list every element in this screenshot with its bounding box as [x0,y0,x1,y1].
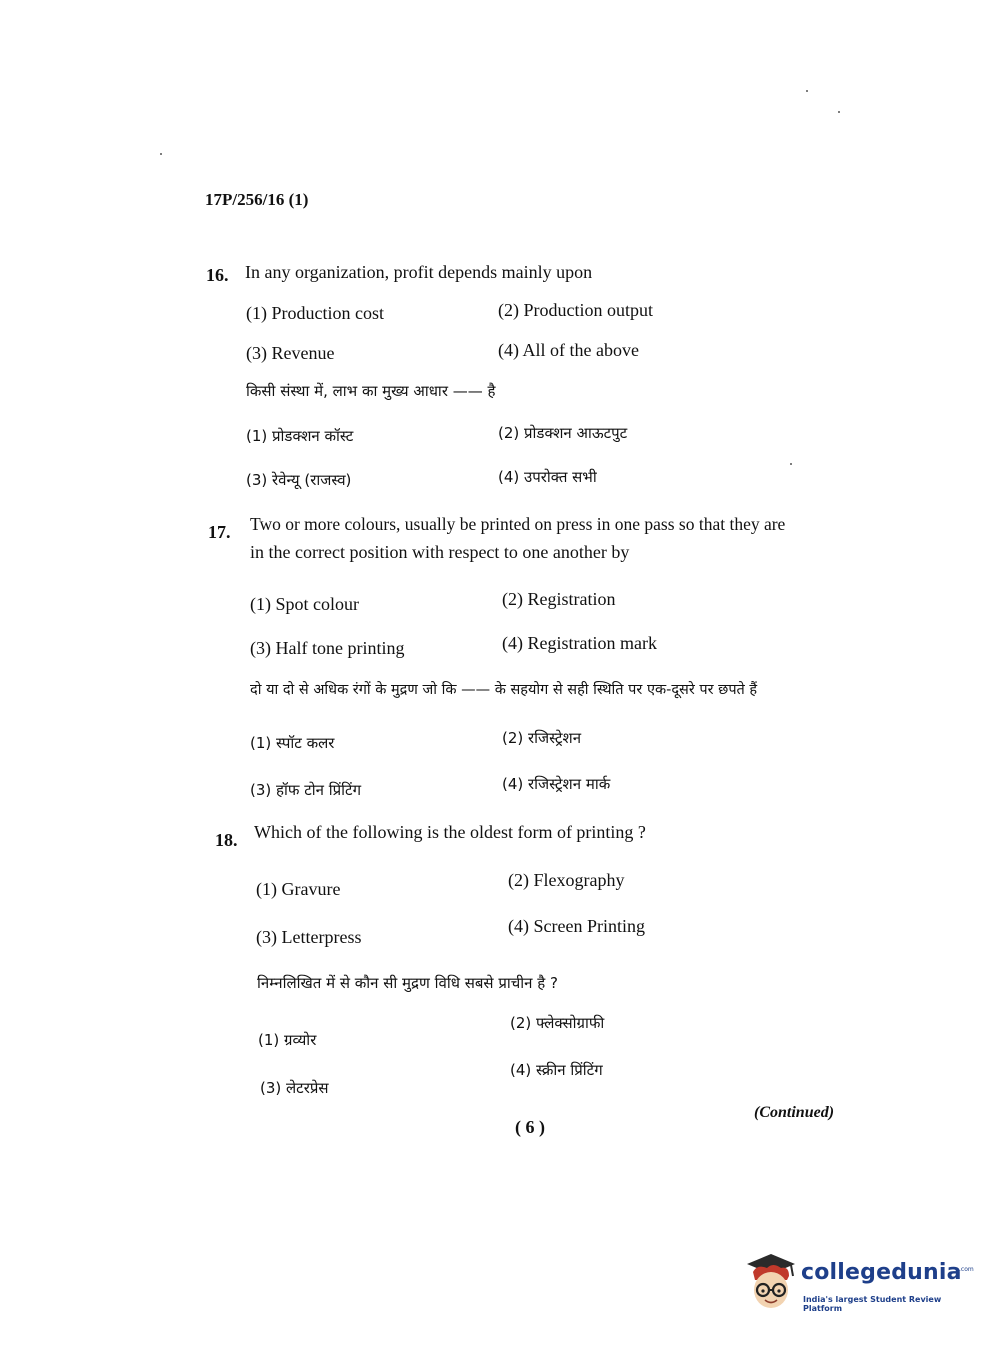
question-text-hi: निम्नलिखित में से कौन सी मुद्रण विधि सबसे प्राचीन है ? [257,974,558,992]
question-number: 17. [208,522,231,542]
scan-speck [160,153,162,155]
question-text-en: Two or more colours, usually be printed on press in one pass so that they are [250,514,786,534]
option-en: (3) Half tone printing [250,638,405,658]
option-en: (4) Registration mark [502,633,657,653]
option-en: (4) Screen Printing [508,916,645,936]
option-en: (4) All of the above [498,340,639,360]
option-en: (1) Gravure [256,879,341,899]
option-hi: (3) लेटरप्रेस [260,1079,329,1097]
option-hi: (2) फ्लेक्सोग्राफी [510,1014,605,1032]
option-hi: (4) रजिस्ट्रेशन मार्क [502,775,611,793]
page-number: ( 6 ) [515,1117,545,1137]
option-hi: (2) रजिस्ट्रेशन [502,729,582,747]
collegedunia-watermark [743,1250,973,1316]
question-text-en: In any organization, profit depends mainly upon [245,262,593,282]
collegedunia-logo-icon [743,1250,801,1316]
scan-speck [790,463,792,465]
option-en: (1) Production cost [246,303,384,323]
option-hi: (1) ग्रव्योर [258,1031,317,1049]
option-hi: (1) प्रोडक्शन कॉस्ट [246,427,354,445]
question-number: 16. [206,265,229,285]
scan-speck [806,90,808,92]
question-text-hi: किसी संस्था में, लाभ का मुख्य आधार —— है [246,382,496,400]
option-hi: (4) उपरोक्त सभी [498,468,597,486]
brand-domain: .com [959,1266,974,1273]
option-hi: (3) रेवेन्यू (राजस्व) [246,471,352,489]
option-en: (3) Letterpress [256,927,362,947]
question-text-en: in the correct position with respect to one another by [250,542,630,562]
option-en: (1) Spot colour [250,594,359,614]
paper-code: 17P/256/16 (1) [205,190,309,209]
question-number: 18. [215,830,238,850]
question-text-hi: दो या दो से अधिक रंगों के मुद्रण जो कि —— के सहयोग से सही स्थिति पर एक-दूसरे पर छपते हैं [250,682,758,698]
brand-tagline: India's largest Student Review Platform [803,1295,942,1313]
option-en: (2) Registration [502,589,616,609]
brand-name: collegedunia [801,1260,962,1285]
option-hi: (1) स्पॉट कलर [250,734,335,752]
scan-speck [838,111,840,113]
continued-label: (Continued) [754,1104,835,1121]
option-en: (2) Flexography [508,870,625,890]
option-en: (2) Production output [498,300,653,320]
option-hi: (2) प्रोडक्शन आऊटपुट [498,424,628,442]
option-en: (3) Revenue [246,343,335,363]
option-hi: (3) हॉफ टोन प्रिंटिंग [250,781,362,799]
option-hi: (4) स्क्रीन प्रिंटिंग [510,1061,603,1079]
question-text-en: Which of the following is the oldest form of printing ? [254,822,646,842]
